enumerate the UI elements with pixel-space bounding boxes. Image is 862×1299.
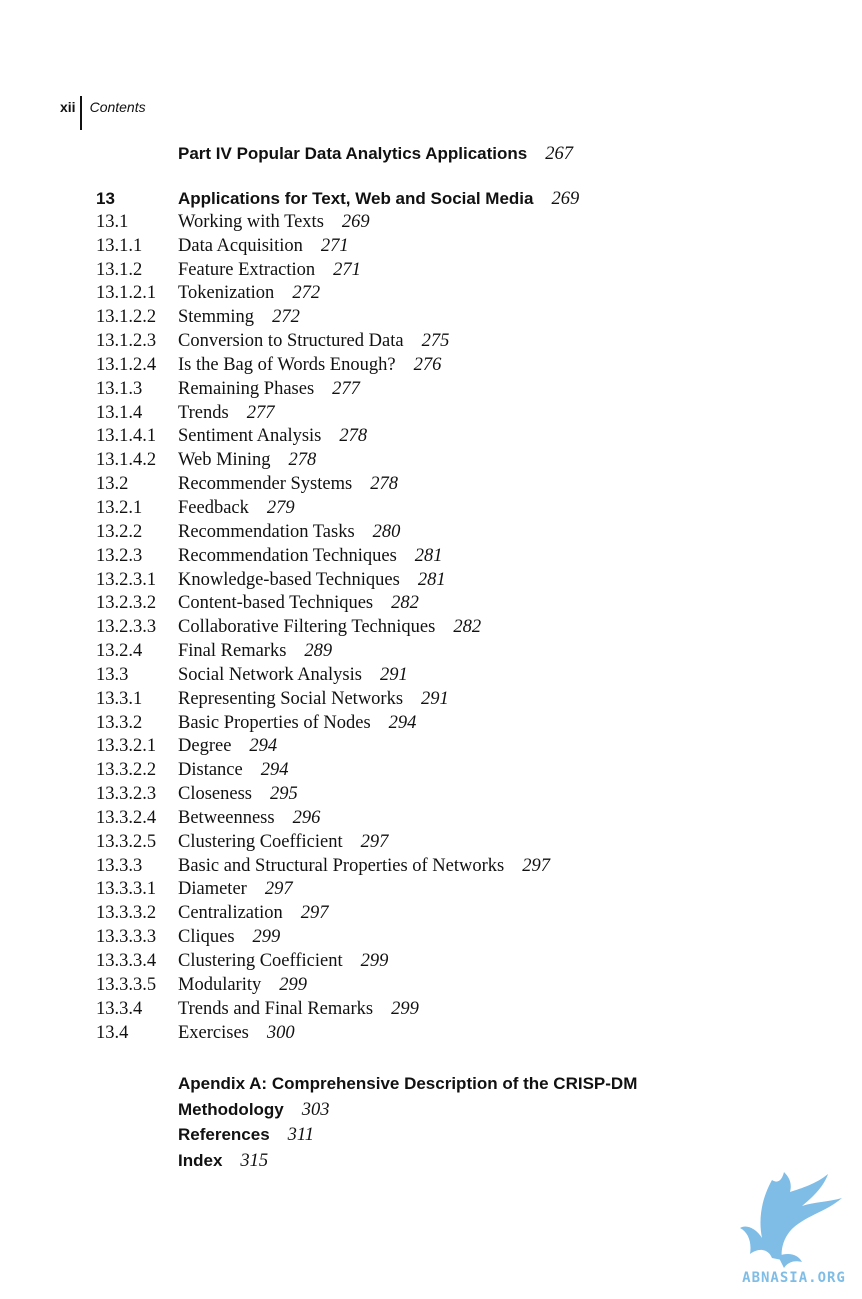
entry-title: Cliques — [178, 927, 235, 948]
entry-page: 291 — [379, 664, 408, 685]
entry-number: 13.1.2.4 — [96, 354, 157, 375]
entry-page: 272 — [292, 283, 321, 304]
toc-entry[interactable] — [96, 259, 579, 283]
entry-title: Degree — [178, 736, 232, 757]
toc-entry[interactable] — [96, 521, 579, 545]
references-entry[interactable] — [178, 1122, 637, 1148]
index-title: Index — [178, 1150, 223, 1170]
entry-number: 13.2.3.3 — [96, 617, 157, 638]
entry-title: Feature Extraction — [178, 259, 316, 280]
appendix-title-line2: Methodology — [178, 1099, 284, 1119]
entry-title: Centralization — [178, 903, 283, 924]
entry-number: 13.1.4 — [96, 402, 143, 423]
toc-entry[interactable] — [96, 235, 579, 259]
toc-entry[interactable] — [96, 807, 579, 831]
index-entry[interactable] — [178, 1148, 637, 1174]
entry-title: Representing Social Networks — [178, 688, 404, 709]
entry-page: 277 — [332, 378, 360, 399]
entry-title: Social Network Analysis — [178, 664, 362, 685]
entry-number: 13.3 — [96, 664, 129, 685]
entry-page: 281 — [414, 545, 443, 566]
references-page: 311 — [287, 1125, 315, 1145]
references-title: References — [178, 1125, 270, 1144]
entry-page: 280 — [372, 521, 401, 542]
toc-entry[interactable] — [96, 354, 579, 378]
entry-number: 13.2.3.1 — [96, 569, 157, 590]
entry-title: Is the Bag of Words Enough? — [178, 354, 396, 375]
entry-number: 13.1 — [96, 211, 129, 232]
watermark-text: ABNASIA.ORG — [742, 1270, 846, 1286]
toc-entry[interactable] — [96, 592, 579, 616]
appendix-page: 303 — [301, 1099, 330, 1120]
entry-number: 13.3.2.1 — [96, 736, 157, 757]
entry-title: Recommendation Tasks — [178, 521, 355, 542]
entry-number: 13 — [96, 189, 115, 208]
entry-page: 295 — [270, 784, 298, 805]
toc-chapter-entry[interactable] — [96, 187, 579, 211]
entry-number: 13.2.3 — [96, 545, 143, 566]
entry-number: 13.1.4.1 — [96, 426, 157, 447]
toc-entry[interactable] — [96, 855, 579, 879]
entry-page: 294 — [249, 736, 278, 757]
entry-title: Feedback — [178, 497, 249, 518]
entry-number: 13.2.1 — [96, 497, 143, 518]
entry-title: Web Mining — [178, 450, 271, 471]
toc-entry[interactable] — [96, 545, 579, 569]
entry-page: 299 — [360, 951, 389, 971]
entry-page: 296 — [292, 807, 321, 828]
toc-entry[interactable] — [96, 878, 579, 902]
part-title: Part IV Popular Data Analytics Applications — [178, 144, 528, 163]
entry-page: 297 — [300, 903, 329, 924]
entry-page: 294 — [260, 760, 289, 781]
entry-title: Modularity — [178, 974, 262, 995]
entry-page: 299 — [279, 974, 307, 995]
entry-title: Tokenization — [178, 283, 275, 304]
entry-number: 13.1.2.1 — [96, 283, 157, 304]
entry-page: 278 — [370, 474, 398, 495]
entry-number: 13.3.3.4 — [96, 951, 157, 971]
entry-title: Content-based Techniques — [178, 593, 374, 614]
entry-number: 13.1.3 — [96, 378, 143, 399]
toc-entry[interactable] — [96, 449, 579, 473]
toc-entry[interactable] — [96, 831, 579, 855]
toc-entry[interactable] — [96, 282, 579, 306]
toc-entry[interactable] — [96, 569, 579, 593]
watermark-logo — [732, 1168, 856, 1286]
entry-title: Final Remarks — [178, 641, 287, 662]
griffin-icon — [740, 1172, 842, 1268]
entry-number: 13.1.2 — [96, 259, 143, 280]
entry-page: 289 — [304, 641, 333, 662]
toc-entry[interactable] — [96, 306, 579, 330]
entry-title: Data Acquisition — [178, 235, 303, 256]
entry-title: Recommendation Techniques — [178, 545, 397, 566]
entry-page: 300 — [266, 1022, 295, 1043]
entry-page: 275 — [421, 331, 450, 352]
entry-number: 13.3.4 — [96, 998, 143, 1019]
entry-title: Stemming — [178, 307, 255, 328]
toc-list — [96, 187, 579, 1045]
toc-entry[interactable] — [96, 783, 579, 807]
toc-entry[interactable] — [96, 330, 579, 354]
entry-number: 13.2.2 — [96, 521, 143, 542]
running-header — [60, 96, 146, 130]
entry-page: 294 — [388, 712, 417, 733]
toc-entry[interactable] — [96, 378, 579, 402]
entry-title: Exercises — [178, 1022, 249, 1043]
toc-entry[interactable] — [96, 902, 579, 926]
toc-entry[interactable] — [96, 950, 579, 974]
entry-page: 278 — [288, 450, 317, 471]
entry-title: Sentiment Analysis — [178, 426, 322, 447]
entry-title: Knowledge-based Techniques — [178, 569, 400, 590]
entry-page: 279 — [266, 497, 295, 518]
entry-title: Conversion to Structured Data — [178, 331, 404, 352]
entry-page: 282 — [391, 593, 419, 614]
entry-number: 13.3.3.3 — [96, 927, 157, 948]
toc-entry[interactable] — [96, 497, 579, 521]
toc-entry[interactable] — [96, 998, 579, 1022]
entry-page: 269 — [341, 211, 370, 232]
entry-title: Distance — [178, 760, 243, 781]
appendix-entry[interactable] — [178, 1071, 637, 1097]
entry-title: Recommender Systems — [178, 474, 353, 495]
toc-entry[interactable] — [96, 616, 579, 640]
entry-title: Closeness — [178, 784, 252, 805]
appendix-title-line1: Apendix A: Comprehensive Description of the CRISP-DM — [178, 1074, 638, 1093]
entry-page: 282 — [453, 617, 482, 638]
entry-number: 13.2 — [96, 474, 129, 495]
entry-title: Applications for Text, Web and Social Media — [178, 189, 534, 208]
entry-number: 13.4 — [96, 1022, 129, 1043]
entry-page: 276 — [413, 354, 442, 375]
part-page: 267 — [545, 144, 573, 164]
toc-entry[interactable] — [96, 688, 579, 712]
entry-number: 13.3.3.1 — [96, 879, 157, 900]
running-head: Contents — [89, 99, 146, 115]
entry-number: 13.3.2 — [96, 712, 143, 733]
entry-number: 13.2.3.2 — [96, 593, 157, 614]
entry-title: Basic Properties of Nodes — [178, 712, 371, 733]
entry-number: 13.3.2.5 — [96, 831, 157, 852]
entry-title: Basic and Structural Properties of Networks — [178, 855, 505, 876]
toc-entry[interactable] — [96, 425, 579, 449]
entry-number: 13.1.1 — [96, 235, 143, 256]
index-page: 315 — [240, 1150, 269, 1171]
entry-title: Trends — [178, 402, 229, 423]
entry-number: 13.3.3 — [96, 855, 143, 876]
back-matter — [178, 1071, 637, 1173]
entry-number: 13.3.2.4 — [96, 807, 157, 828]
entry-page: 291 — [421, 688, 449, 709]
entry-page: 299 — [391, 998, 419, 1019]
entry-number: 13.1.2.2 — [96, 307, 157, 328]
toc-entry[interactable] — [96, 640, 579, 664]
entry-number: 13.3.1 — [96, 688, 143, 709]
toc-entry[interactable] — [96, 473, 579, 497]
entry-number: 13.3.3.5 — [96, 974, 157, 995]
toc-entry[interactable] — [96, 211, 579, 235]
entry-title: Clustering Coefficient — [178, 831, 343, 852]
entry-page: 297 — [522, 855, 550, 876]
entry-title: Betweenness — [178, 807, 275, 828]
appendix-entry-cont[interactable] — [178, 1097, 637, 1123]
toc-entry[interactable] — [96, 664, 579, 688]
entry-page: 269 — [551, 189, 580, 209]
part-heading[interactable] — [178, 143, 573, 165]
entry-page: 277 — [246, 402, 275, 423]
toc-entry[interactable] — [96, 1022, 579, 1046]
entry-number: 13.3.2.2 — [96, 760, 157, 781]
toc-entry[interactable] — [96, 974, 579, 998]
toc-entry[interactable] — [96, 926, 579, 950]
header-divider — [80, 96, 82, 130]
entry-title: Trends and Final Remarks — [178, 998, 374, 1019]
entry-number: 13.3.3.2 — [96, 903, 157, 924]
toc-entry[interactable] — [96, 759, 579, 783]
entry-title: Diameter — [178, 879, 247, 900]
toc-entry[interactable] — [96, 402, 579, 426]
entry-number: 13.1.4.2 — [96, 450, 157, 471]
entry-page: 281 — [417, 569, 446, 590]
entry-number: 13.1.2.3 — [96, 331, 157, 352]
page-number: xii — [60, 99, 76, 115]
entry-page: 299 — [252, 927, 281, 948]
entry-title: Clustering Coefficient — [178, 951, 343, 971]
entry-number: 13.3.2.3 — [96, 784, 157, 805]
entry-page: 271 — [333, 259, 361, 280]
entry-page: 272 — [272, 307, 300, 328]
entry-page: 297 — [264, 879, 293, 900]
toc-entry[interactable] — [96, 712, 579, 736]
entry-page: 278 — [339, 426, 368, 447]
entry-title: Remaining Phases — [178, 378, 315, 399]
toc-entry[interactable] — [96, 735, 579, 759]
entry-number: 13.2.4 — [96, 641, 143, 662]
entry-title: Collaborative Filtering Techniques — [178, 617, 436, 638]
entry-title: Working with Texts — [178, 211, 324, 232]
entry-page: 271 — [320, 235, 349, 256]
entry-page: 297 — [360, 831, 389, 852]
